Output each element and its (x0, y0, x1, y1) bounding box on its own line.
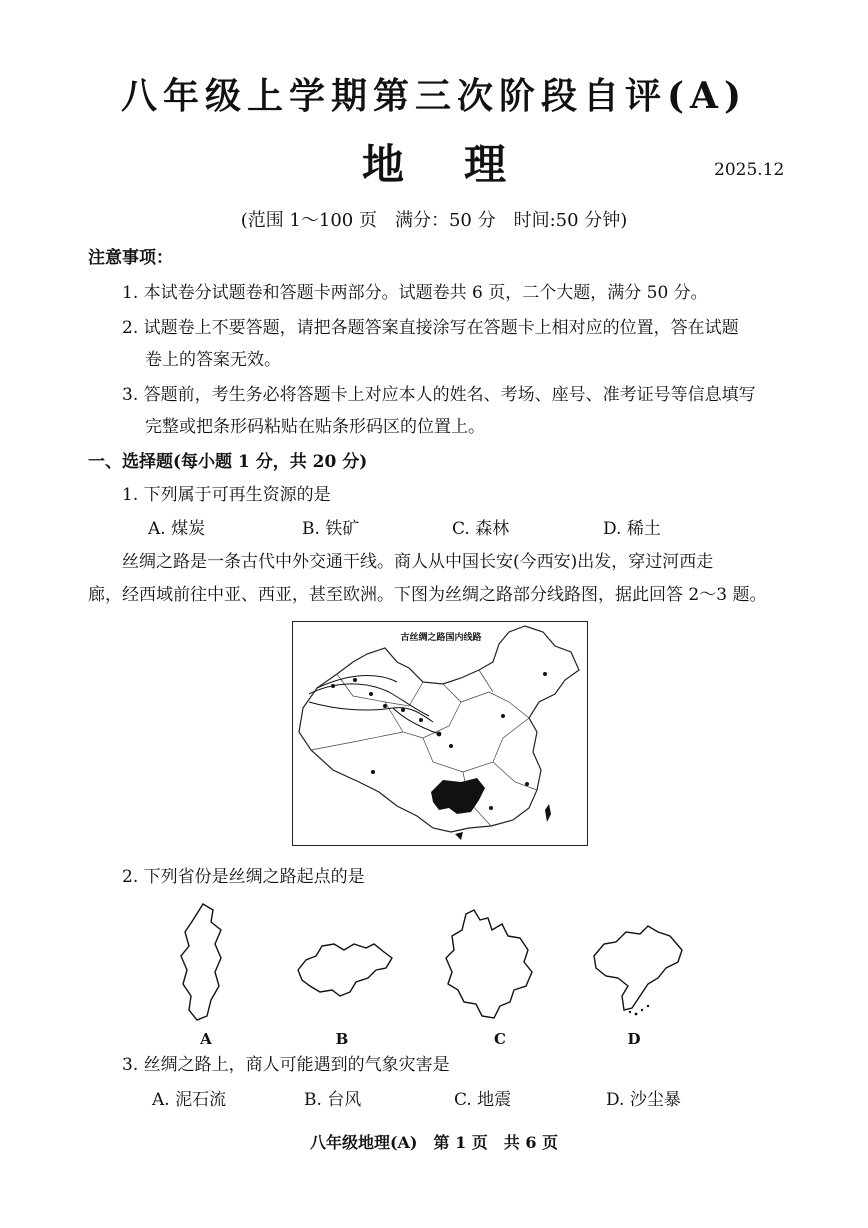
q3-option-a: A. 泥石流 (152, 1090, 227, 1110)
shape-label-d: D (627, 1030, 641, 1048)
shape-label-b: B (335, 1030, 349, 1048)
notes-heading: 注意事项： (88, 248, 173, 268)
q3-stem: 3. 丝绸之路上，商人可能遇到的气象灾害是 (122, 1055, 450, 1075)
note-item-1: 1. 本试卷分试题卷和答题卡两部分。试题卷共 6 页，二个大题，满分 50 分。 (122, 283, 708, 303)
subject-title: 地理 (361, 140, 566, 189)
note-item-3: 3. 答题前，考生务必将答题卡上对应本人的姓名、考场、座号、准考证号等信息填写 (122, 385, 756, 405)
exam-title: 八年级上学期第三次阶段自评(A) (121, 75, 747, 117)
province-shape-c[interactable] (440, 906, 540, 1026)
q3-option-b: B. 台风 (304, 1090, 362, 1110)
q3-option-d: D. 沙尘暴 (606, 1090, 681, 1110)
q1-option-d: D. 稀土 (603, 519, 661, 539)
note-item-2-cont: 卷上的答案无效。 (145, 350, 281, 370)
province-shape-b[interactable] (292, 930, 398, 1010)
q3-option-c: C. 地震 (454, 1090, 512, 1110)
passage-line-1: 丝绸之路是一条古代中外交通干线。商人从中国长安(今西安)出发，穿过河西走 (122, 552, 714, 572)
q1-option-b: B. 铁矿 (302, 519, 360, 539)
passage-line-2: 廊，经西域前往中亚、西亚，甚至欧洲。下图为丝绸之路部分线路图，据此回答 2～3 题。 (88, 585, 767, 605)
note-item-2: 2. 试题卷上不要答题，请把各题答案直接涂写在答题卡上相对应的位置，答在试题 (122, 318, 739, 338)
q1-option-c: C. 森林 (452, 519, 510, 539)
exam-scope: (范围 1～100 页 满分：50 分 时间:50 分钟) (240, 210, 628, 231)
note-item-3-cont: 完整或把条形码粘贴在贴条形码区的位置上。 (145, 417, 485, 437)
section1-heading: 一、选择题(每小题 1 分，共 20 分) (88, 452, 368, 472)
page-footer: 八年级地理(A) 第 1 页 共 6 页 (309, 1133, 559, 1152)
q2-stem: 2. 下列省份是丝绸之路起点的是 (122, 867, 365, 887)
map-title: 古丝绸之路国内线路 (400, 633, 482, 643)
exam-date: 2025.12 (714, 160, 785, 180)
shape-label-a: A (200, 1030, 212, 1048)
shape-label-c: C (494, 1030, 506, 1048)
q1-stem: 1. 下列属于可再生资源的是 (122, 485, 331, 505)
q1-option-a: A. 煤炭 (148, 519, 206, 539)
province-shape-d[interactable] (586, 922, 690, 1018)
silk-road-map (292, 621, 588, 846)
province-shape-a[interactable] (165, 900, 235, 1025)
